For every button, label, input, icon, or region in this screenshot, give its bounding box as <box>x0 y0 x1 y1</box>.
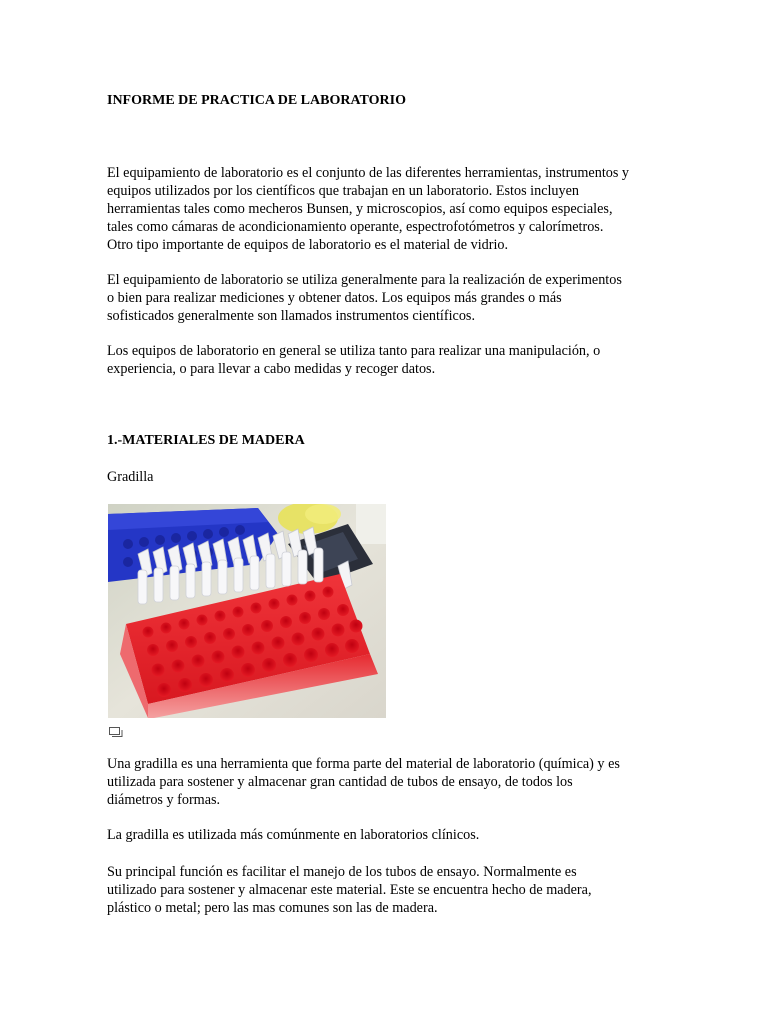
text-line: Los equipos de laboratorio en general se utiliza tanto para realizar una manipulación, o <box>107 343 601 359</box>
text-line: Su principal función es facilitar el manejo de los tubos de ensayo. Normalmente es <box>107 864 577 880</box>
item-paragraph-3 <box>107 863 667 917</box>
intro-paragraph-3 <box>107 342 667 378</box>
section-heading: 1.-MATERIALES DE MADERA <box>107 433 305 448</box>
intro-paragraph-2 <box>107 271 667 325</box>
test-tube-rack-illustration <box>108 504 386 718</box>
text-line: tales como cámaras de acondicionamiento operante, espectrofotómetros y calorímetros. <box>107 219 604 235</box>
item-name: Gradilla <box>107 469 154 485</box>
text-line: La gradilla es utilizada más comúnmente en laboratorios clínicos. <box>107 827 480 843</box>
text-line: sofisticados generalmente son llamados instrumentos científicos. <box>107 308 476 324</box>
text-line: herramientas tales como mecheros Bunsen, y microscopios, así como equipos especiales, <box>107 201 613 217</box>
test-tube-rack-photo <box>108 504 386 718</box>
text-line: El equipamiento de laboratorio se utiliza generalmente para la realización de experimentos <box>107 272 622 288</box>
text-line: Una gradilla es una herramienta que forma parte del material de laboratorio (química) y es <box>107 756 620 772</box>
text-line: equipos utilizados por los científicos que trabajan en un laboratorio. Estos incluyen <box>107 183 580 199</box>
image-placeholder-icon <box>109 724 123 734</box>
item-paragraph-1 <box>107 755 667 809</box>
intro-paragraph-1 <box>107 164 667 254</box>
item-paragraph-2 <box>107 826 667 844</box>
text-line: plástico o metal; pero las mas comunes son las de madera. <box>107 900 438 916</box>
text-line: El equipamiento de laboratorio es el conjunto de las diferentes herramientas, instrumentos y <box>107 165 630 181</box>
text-line: Otro tipo importante de equipos de laboratorio es el material de vidrio. <box>107 237 509 253</box>
text-line: o bien para realizar mediciones y obtener datos. Los equipos más grandes o más <box>107 290 562 306</box>
text-line: utilizada para sostener y almacenar gran cantidad de tubos de ensayo, de todos los <box>107 774 573 790</box>
text-line: diámetros y formas. <box>107 792 221 808</box>
text-line: experiencia, o para llevar a cabo medidas y recoger datos. <box>107 361 436 377</box>
text-line: utilizado para sostener y almacenar este material. Este se encuentra hecho de madera, <box>107 882 592 898</box>
document-title: INFORME DE PRACTICA DE LABORATORIO <box>107 93 406 108</box>
